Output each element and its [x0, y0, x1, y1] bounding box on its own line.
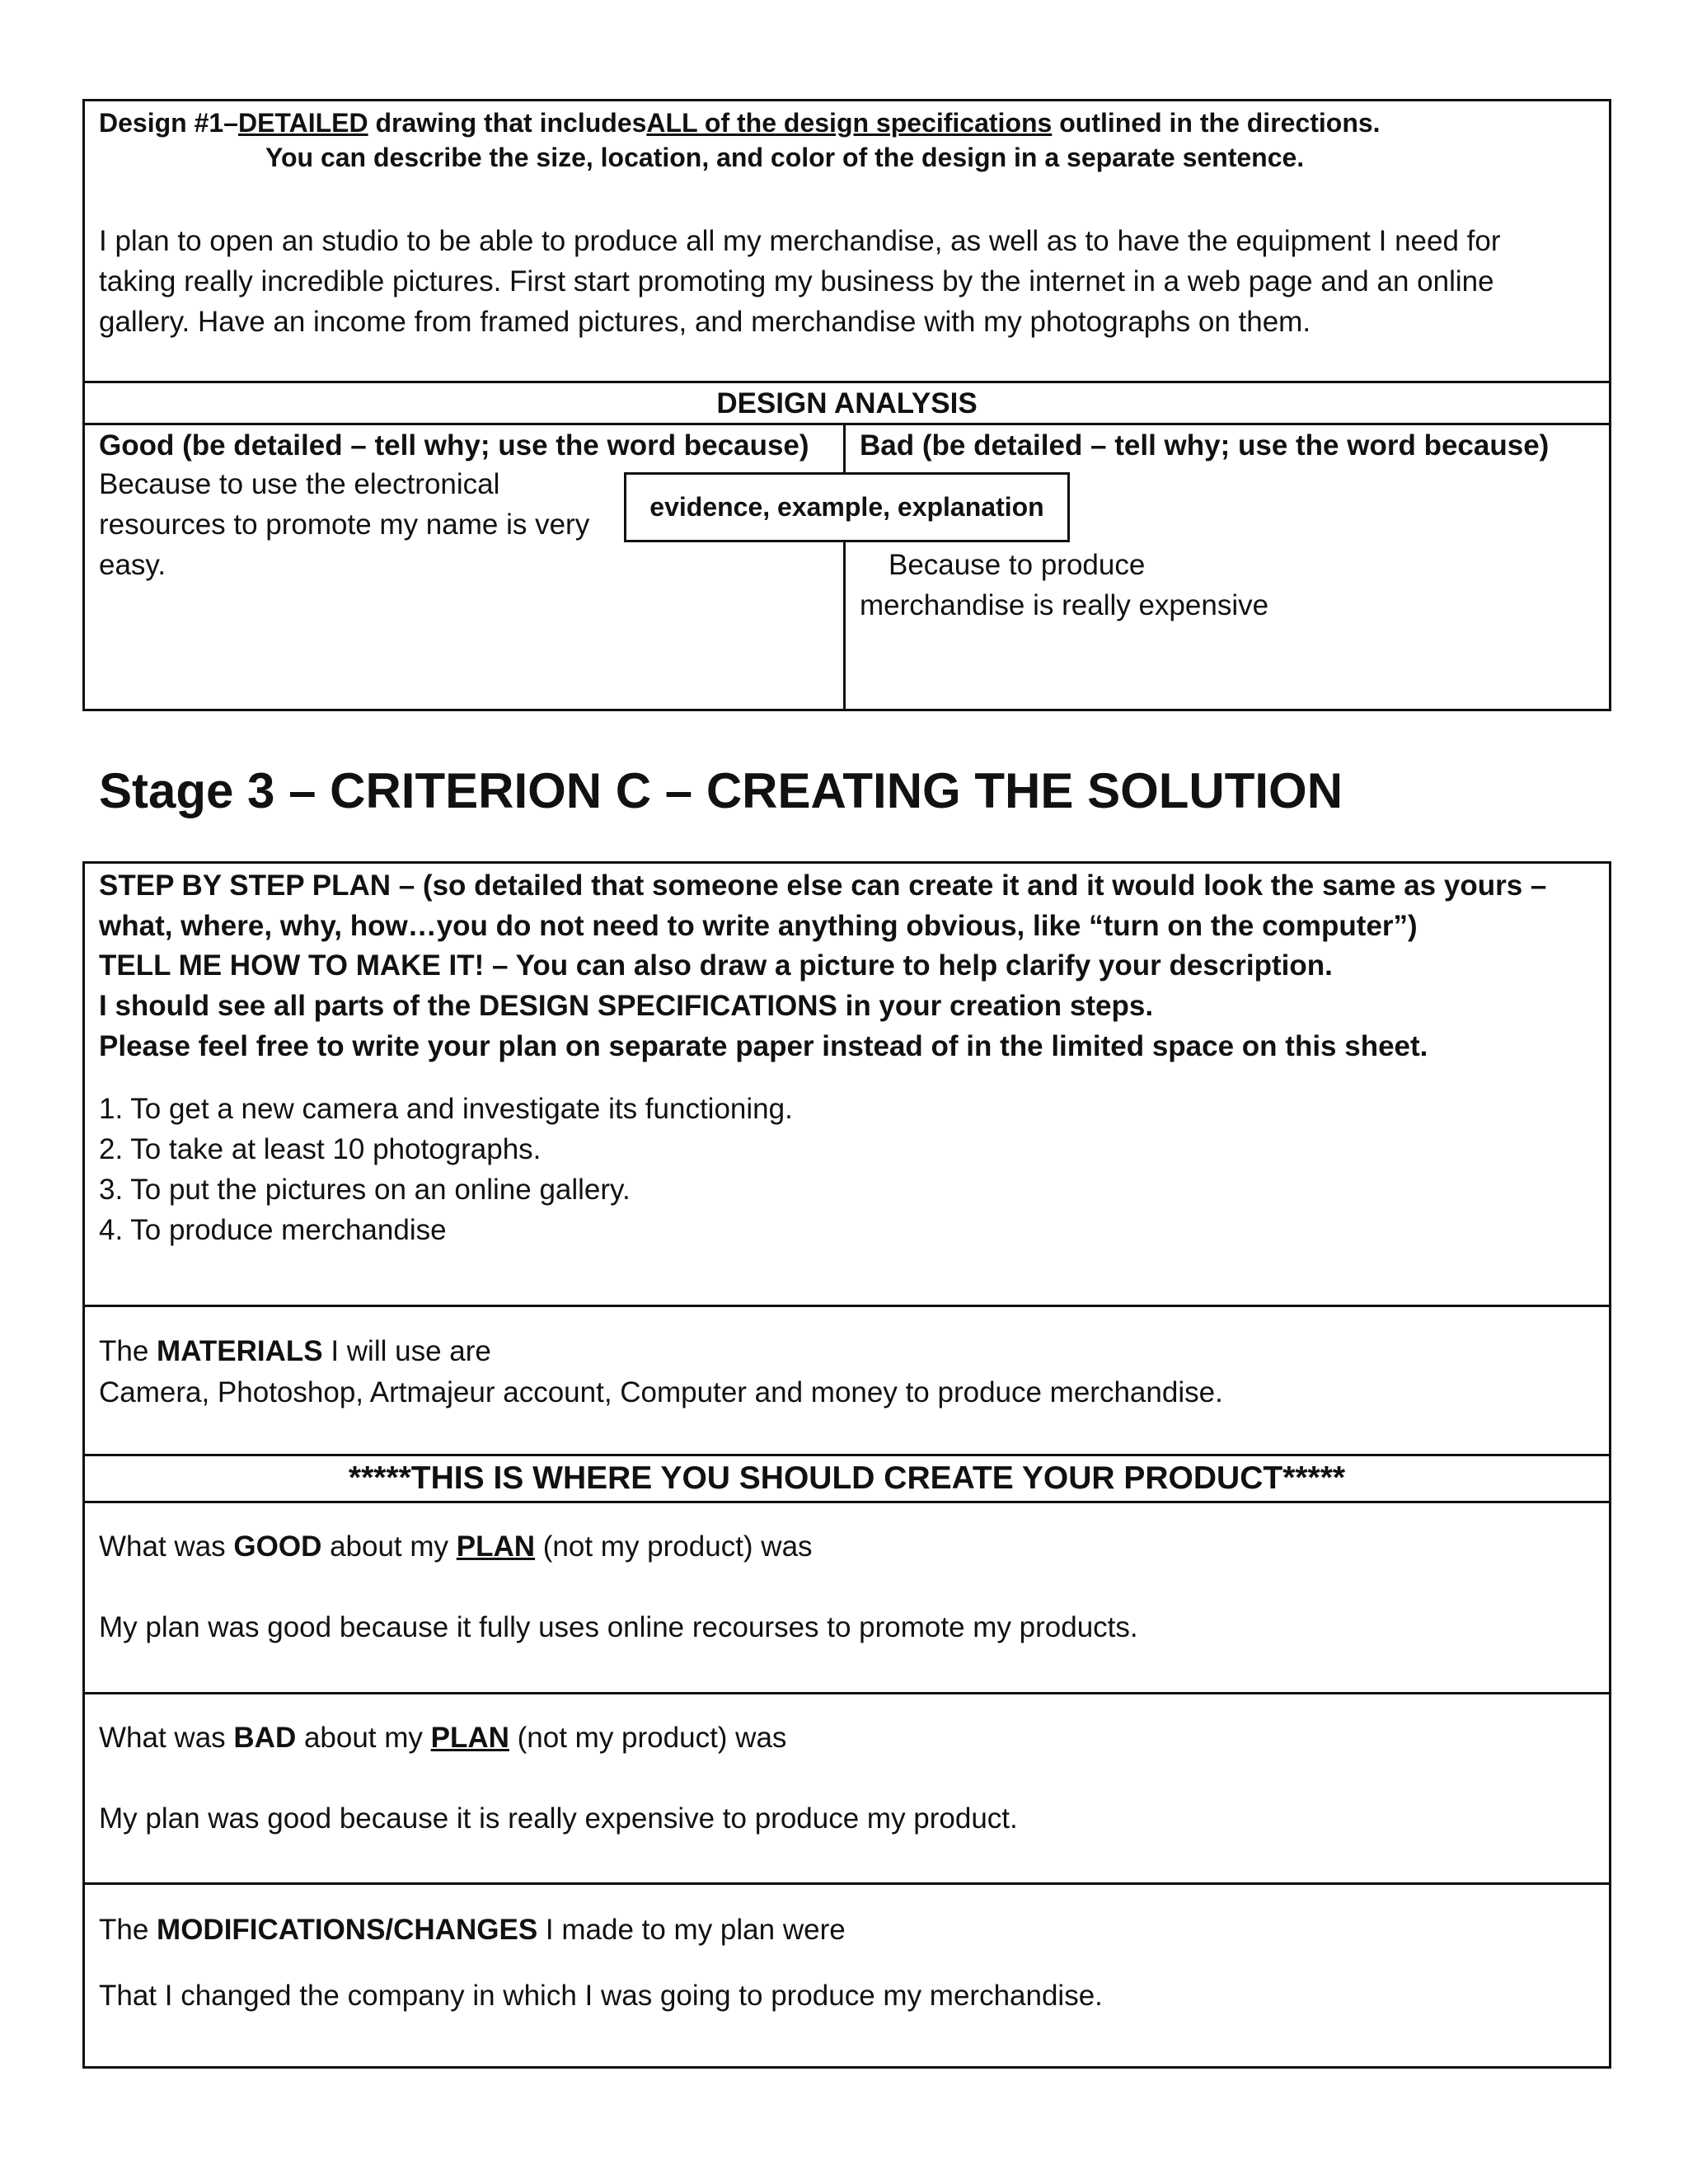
design-header-line1 — [99, 105, 1381, 140]
bad-keyword: BAD — [233, 1722, 297, 1754]
plan-step-2: 2. To take at least 10 photographs. — [99, 1133, 542, 1165]
materials-label — [99, 1331, 491, 1372]
design-header-mid: drawing that includes — [368, 108, 647, 138]
plan-divider — [82, 1305, 1611, 1307]
good-answer-line-3: easy. — [99, 549, 166, 581]
good-plan-divider — [82, 1692, 1611, 1694]
bad-answer-line-2: merchandise is really expensive — [860, 589, 1269, 621]
analysis-column-divider — [843, 423, 846, 711]
good-plan-mid: about my — [321, 1530, 457, 1563]
good-column-header: Good (be detailed – tell why; use the word because) — [99, 429, 809, 462]
good-plan-answer: My plan was good because it fully uses online recourses to promote my products. — [99, 1611, 1138, 1643]
modifications-label — [99, 1910, 846, 1951]
modifications-keyword: MODIFICATIONS/CHANGES — [157, 1914, 538, 1946]
design-body-line-3: gallery. Have an income from framed pictures, and merchandise with my photographs on them. — [99, 306, 1311, 338]
bad-answer-line-1: Because to produce — [889, 549, 1146, 581]
design-header-suffix: outlined in the directions. — [1052, 108, 1381, 138]
plan-step-3: 3. To put the pictures on an online gallery. — [99, 1174, 631, 1206]
bad-plan-label — [99, 1718, 786, 1759]
plan-instruction-2: what, where, why, how…you do not need to write anything obvious, like “turn on the computer”) — [99, 910, 1418, 942]
evidence-callout-box — [624, 472, 1070, 542]
all-specs-label: ALL of the design specifications — [646, 108, 1053, 138]
bad-plan-mid: about my — [296, 1722, 431, 1754]
plan-instruction-1: STEP BY STEP PLAN – (so detailed that someone else can create it and it would look the same as yours – — [99, 869, 1547, 902]
banner-divider — [82, 1501, 1611, 1503]
create-product-banner: *****THIS IS WHERE YOU SHOULD CREATE YOUR PRODUCT***** — [348, 1460, 1346, 1496]
good-plan-prefix: What was — [99, 1530, 234, 1563]
modifications-suffix: I made to my plan were — [537, 1914, 846, 1946]
bad-column-header: Bad (be detailed – tell why; use the word because) — [860, 429, 1550, 462]
materials-suffix: I will use are — [322, 1335, 491, 1367]
good-answer-line-1: Because to use the electronical — [99, 468, 500, 500]
bad-plan-keyword: PLAN — [430, 1722, 509, 1754]
bad-plan-answer: My plan was good because it is really expensive to produce my product. — [99, 1802, 1018, 1835]
plan-instruction-5: Please feel free to write your plan on separate paper instead of in the limited space on this sheet. — [99, 1030, 1428, 1062]
design-number-label: Design #1– — [99, 108, 238, 138]
good-plan-keyword: PLAN — [456, 1530, 536, 1563]
design-body-line-1: I plan to open an studio to be able to produce all my merchandise, as well as to have the equipment I need for — [99, 225, 1501, 257]
modifications-answer: That I changed the company in which I was going to produce my merchandise. — [99, 1980, 1103, 2012]
evidence-callout-text: evidence, example, explanation — [649, 492, 1044, 522]
plan-step-1: 1. To get a new camera and investigate its functioning. — [99, 1093, 793, 1125]
bad-plan-divider — [82, 1882, 1611, 1885]
design-header-line2: You can describe the size, location, and color of the design in a separate sentence. — [265, 143, 1305, 172]
plan-instruction-3: TELL ME HOW TO MAKE IT! – You can also draw a picture to help clarify your description. — [99, 949, 1333, 982]
materials-prefix: The — [99, 1335, 157, 1367]
good-answer-line-2: resources to promote my name is very — [99, 509, 590, 541]
plan-instruction-4: I should see all parts of the DESIGN SPECIFICATIONS in your creation steps. — [99, 990, 1154, 1022]
plan-step-4: 4. To produce merchandise — [99, 1214, 447, 1246]
good-plan-suffix: (not my product) was — [535, 1530, 813, 1563]
bad-plan-suffix: (not my product) was — [509, 1722, 787, 1754]
bad-plan-prefix: What was — [99, 1722, 234, 1754]
analysis-title: DESIGN ANALYSIS — [716, 387, 978, 419]
materials-answer: Camera, Photoshop, Artmajeur account, Computer and money to produce merchandise. — [99, 1376, 1223, 1408]
materials-keyword: MATERIALS — [157, 1335, 323, 1367]
good-plan-label — [99, 1526, 813, 1568]
detailed-label: DETAILED — [237, 108, 368, 138]
stage-title: Stage 3 – CRITERION C – CREATING THE SOLUTION — [99, 763, 1343, 818]
good-keyword: GOOD — [233, 1530, 322, 1563]
modifications-prefix: The — [99, 1914, 157, 1946]
design-body-line-2: taking really incredible pictures. First start promoting my business by the internet in a web page and an online — [99, 265, 1494, 298]
